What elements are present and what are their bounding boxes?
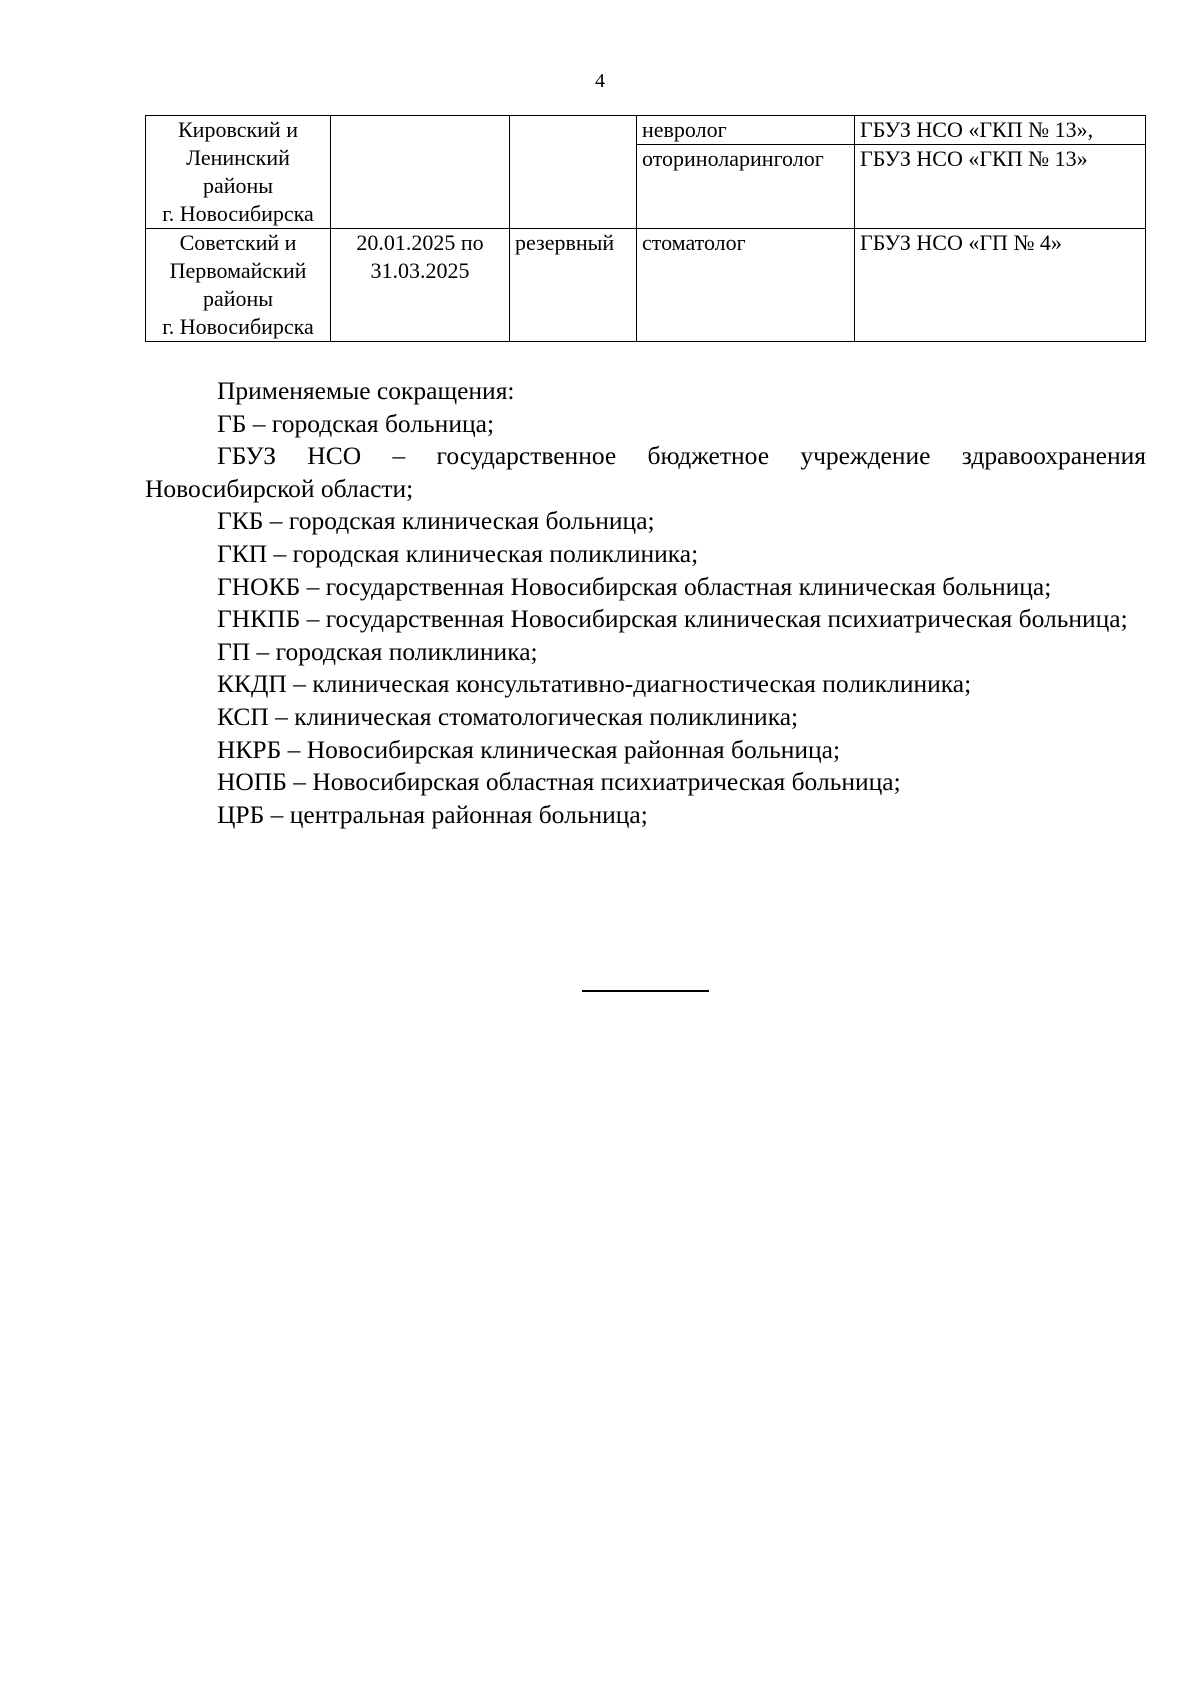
district-line: Первомайский — [169, 258, 307, 283]
district-line: районы — [202, 286, 274, 311]
type-cell — [510, 116, 637, 229]
institution-line: ГБУЗ НСО «ГКП № 13», — [855, 116, 1145, 145]
table-row — [146, 229, 1146, 342]
period-cell — [331, 116, 510, 229]
schedule-table — [145, 115, 1146, 342]
abbreviation-item: ГНОКБ – государственная Новосибирская областная клиническая больница; — [217, 571, 1052, 601]
abbreviation-item: ГКБ – городская клиническая больница; — [217, 506, 655, 536]
abbreviation-item: ККДП – клиническая консультативно-диагностическая поликлиника; — [217, 669, 972, 699]
specialist-line: невролог — [637, 116, 854, 145]
abbreviation-item: НОПБ – Новосибирская областная психиатрическая больница; — [217, 767, 901, 797]
district-line: г. Новосибирска — [162, 201, 314, 226]
institutions-cell: ГБУЗ НСО «ГП № 4» — [855, 229, 1146, 342]
abbreviation-item: ГБ – городская больница; — [217, 408, 495, 438]
period-line: 31.03.2025 — [370, 258, 470, 283]
abbreviation-item: ГБУЗ НСО – государственное бюджетное учреждение здравоохранения Новосибирской области; — [145, 441, 1146, 503]
abbreviation-item: ЦРБ – центральная районная больница; — [217, 799, 648, 829]
district-line: районы — [202, 173, 274, 198]
district-line: Кировский и — [178, 117, 298, 142]
institutions-cell — [855, 116, 1146, 229]
abbreviation-item: ГКП – городская клиническая поликлиника; — [217, 538, 699, 568]
specialists-cell — [637, 116, 855, 229]
district-line: Советский и — [179, 230, 297, 255]
institution-line: ГБУЗ НСО «ГКП № 13» — [860, 146, 1088, 171]
abbreviation-item: НКРБ – Новосибирская клиническая районная больница; — [217, 734, 841, 764]
abbreviations-heading: Применяемые сокращения: — [217, 376, 515, 405]
abbreviation-item: ГП – городская поликлиника; — [217, 636, 538, 666]
district-line: Ленинский — [186, 145, 290, 170]
table-row — [146, 116, 1146, 229]
specialist-line: оториноларинголог — [642, 146, 824, 171]
page-number: 4 — [595, 70, 605, 92]
abbreviations-section — [145, 375, 1146, 831]
district-line: г. Новосибирска — [162, 314, 314, 339]
abbreviation-item: КСП – клиническая стоматологическая поликлиника; — [217, 701, 799, 731]
abbreviation-item: ГНКПБ – государственная Новосибирская клиническая психиатрическая больница; — [217, 604, 1128, 634]
period-cell — [331, 229, 510, 342]
specialists-cell: стоматолог — [637, 229, 855, 342]
type-cell: резервный — [510, 229, 637, 342]
district-cell — [146, 116, 331, 229]
end-divider — [582, 990, 709, 992]
district-cell — [146, 229, 331, 342]
period-line: 20.01.2025 по — [356, 230, 484, 255]
